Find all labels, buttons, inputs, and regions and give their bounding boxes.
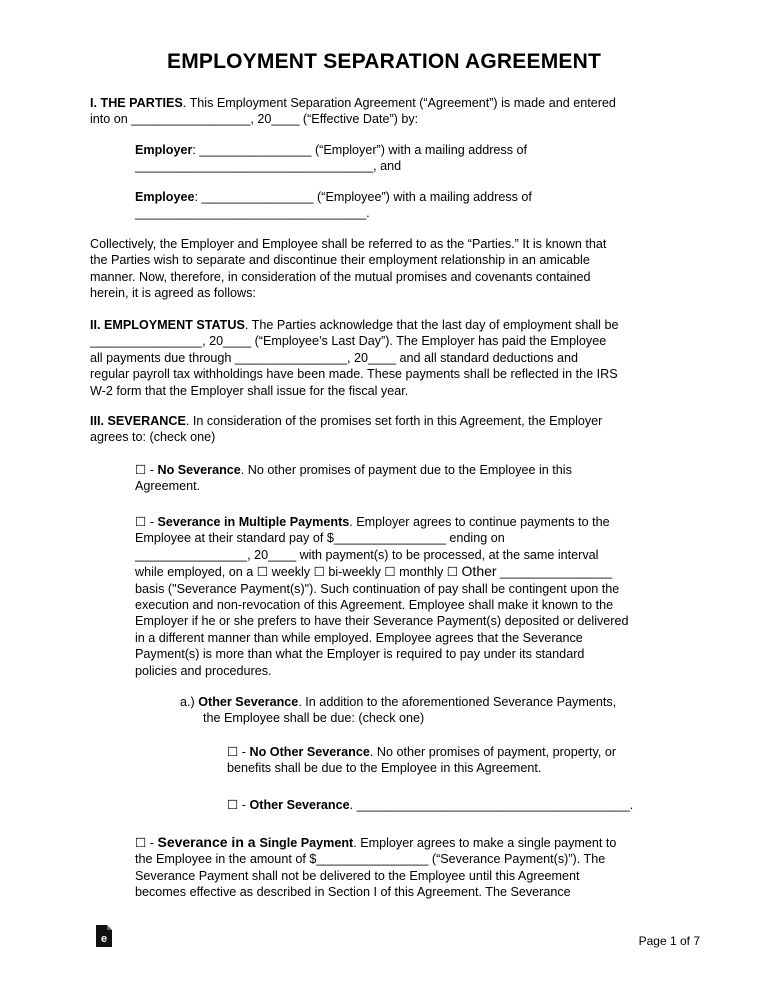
- employee-line-1: : ________________ (“Employee”) with a mailing address of: [194, 190, 532, 204]
- single-payment-option: [135, 834, 616, 901]
- other-severance-subsection: [180, 694, 616, 727]
- severance-heading: III. SEVERANCE: [90, 414, 186, 428]
- multiple-line-5: basis ("Severance Payment(s)"). Such continuation of pay shall be contingent upon the: [135, 581, 620, 596]
- no-severance-line-2: Agreement.: [135, 479, 201, 494]
- employee-label: Employee: [135, 190, 195, 204]
- multiple-payments-option: [135, 514, 629, 679]
- other-severance-label: Other Severance: [198, 695, 299, 709]
- no-severance-line-1: . No other promises of payment due to the Employee in this: [240, 463, 572, 477]
- no-severance-checkbox[interactable]: ☐ -: [135, 463, 158, 477]
- frequency-options[interactable]: while employed, on a ☐ weekly ☐ bi-weekly ☐ monthly ☐: [135, 565, 462, 580]
- single-line-2: the Employee in the amount of $________________ (“Severance Payment(s)”). The: [135, 852, 606, 867]
- employer-line-2: __________________________________, and: [135, 159, 402, 174]
- status-line-4: regular payroll tax withholdings have been made. These payments shall be reflected in the IRS: [90, 367, 618, 382]
- multiple-line-6: execution and non-revocation of this Agreement. Employee shall make it known to the: [135, 598, 614, 613]
- frequency-other-label: Other: [461, 563, 497, 580]
- multiple-line-9: Payment(s) is more than what the Employer is required to pay under its standard: [135, 647, 585, 662]
- multiple-line-3: ________________, 20____ with payment(s) to be processed, at the same interval: [135, 547, 599, 562]
- collectively-line-3: manner. Now, therefore, in consideration of the mutual promises and covenants contained: [90, 269, 591, 284]
- collectively-line-1: Collectively, the Employer and Employee shall be referred to as the “Parties.” It is known that: [90, 237, 607, 251]
- single-line-4: becomes effective as described in Section I of this Agreement. The Severance: [135, 885, 571, 900]
- document-title: EMPLOYMENT SEPARATION AGREEMENT: [167, 50, 601, 73]
- multiple-payments-label: Severance in Multiple Payments: [157, 515, 350, 529]
- no-severance-option: [135, 462, 572, 495]
- collectively-paragraph: [90, 236, 606, 302]
- other-severance-line-2: the Employee shall be due: (check one): [203, 711, 425, 726]
- other-severance-marker: a.): [180, 695, 199, 709]
- collectively-line-4: herein, it is agreed as follows:: [90, 286, 256, 301]
- status-heading: II. EMPLOYMENT STATUS: [90, 318, 245, 332]
- multiple-line-2: Employee at their standard pay of $________________ ending on: [135, 531, 505, 546]
- no-other-line-1: . No other promises of payment, property, or: [369, 745, 617, 759]
- employer-line-1: : ________________ (“Employer”) with a mailing address of: [192, 143, 528, 157]
- parties-section: [90, 95, 616, 128]
- employer-block: [135, 142, 527, 175]
- severance-line-1: . In consideration of the promises set forth in this Agreement, the Employer: [185, 414, 603, 428]
- other-severance-option: [227, 797, 633, 813]
- single-payment-label-b: Single Payment: [259, 836, 354, 850]
- parties-line-2: into on _________________, 20____ (“Effective Date”) by:: [90, 112, 419, 127]
- multiple-line-10: policies and procedures.: [135, 663, 272, 678]
- other-severance-option-label: Other Severance: [249, 798, 350, 812]
- multiple-line-8: in a different manner than while employed. Employee agrees that the Severance: [135, 630, 583, 645]
- single-payment-checkbox[interactable]: ☐ -: [135, 836, 158, 850]
- frequency-other-blank: ________________: [496, 565, 613, 580]
- no-severance-label: No Severance: [157, 463, 241, 477]
- severance-line-2: agrees to: (check one): [90, 430, 216, 445]
- svg-text:e: e: [100, 933, 108, 945]
- multiple-line-1: . Employer agrees to continue payments to the: [349, 515, 610, 529]
- employee-block: [135, 189, 532, 222]
- multiple-payments-checkbox[interactable]: ☐ -: [135, 515, 158, 529]
- employee-line-2: _________________________________.: [135, 206, 370, 221]
- other-severance-checkbox[interactable]: ☐ -: [227, 798, 250, 812]
- multiple-line-7: Employer if he or she prefers to have their Severance Payment(s) deposited or delivered: [135, 614, 629, 629]
- status-line-5: W-2 form that the Employer shall issue for the fiscal year.: [90, 383, 409, 398]
- single-payment-label-a: Severance in a: [157, 834, 260, 850]
- parties-line-1: . This Employment Separation Agreement (“Agreement”) is made and entered: [182, 96, 616, 110]
- employer-label: Employer: [135, 143, 193, 157]
- single-line-1: . Employer agrees to make a single payment to: [353, 836, 617, 850]
- status-line-3: all payments due through ________________, 20____ and all standard deductions and: [90, 350, 579, 365]
- employment-status-section: [90, 317, 618, 399]
- collectively-line-2: the Parties wish to separate and discontinue their employment relationship in an amicable: [90, 253, 590, 268]
- parties-heading: I. THE PARTIES: [90, 96, 183, 110]
- no-other-severance-label: No Other Severance: [249, 745, 370, 759]
- no-other-severance-option: [227, 744, 616, 777]
- status-line-1: . The Parties acknowledge that the last day of employment shall be: [244, 318, 619, 332]
- page-number: Page 1 of 7: [638, 934, 700, 948]
- severance-section: [90, 413, 602, 446]
- other-severance-line-1: . In addition to the aforementioned Severance Payments,: [298, 695, 617, 709]
- no-other-line-2: benefits shall be due to the Employee in this Agreement.: [227, 761, 542, 776]
- status-line-2: ________________, 20____ (“Employee’s Last Day”). The Employer has paid the Employee: [90, 334, 607, 349]
- no-other-severance-checkbox[interactable]: ☐ -: [227, 745, 250, 759]
- other-severance-blank: . _______________________________________.: [349, 798, 634, 812]
- single-line-3: Severance Payment shall not be delivered to the Employee until this Agreement: [135, 868, 580, 883]
- eforms-logo-icon: [96, 925, 112, 947]
